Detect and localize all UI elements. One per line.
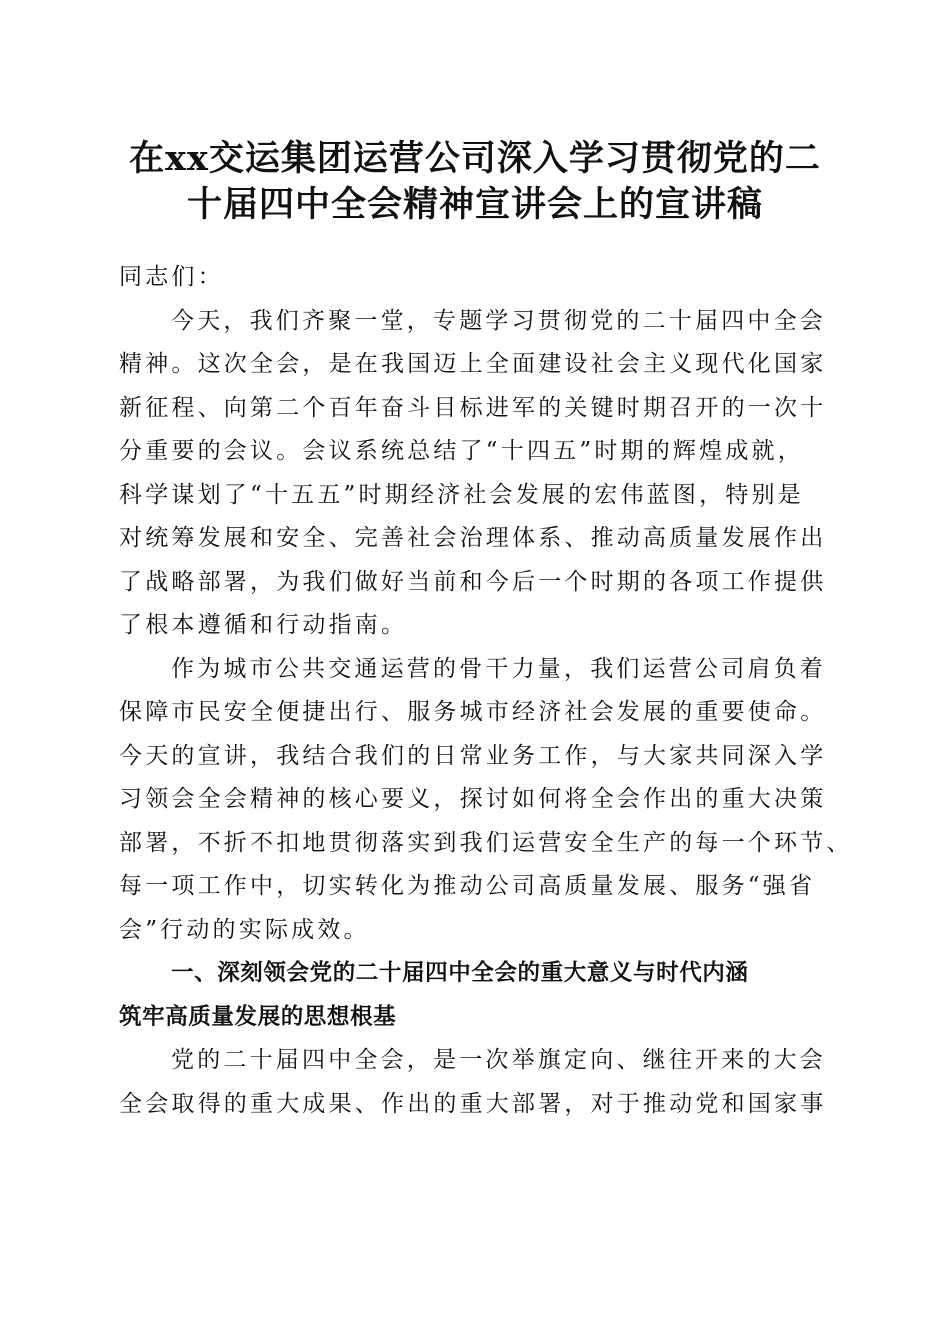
paragraph-line: 分重要的会议。会议系统总结了“十四五”时期的辉煌成就， <box>119 438 804 464</box>
document-body <box>119 256 853 1126</box>
document-title <box>100 136 850 228</box>
paragraph-line: 保障市民安全便捷出行、服务城市经济社会发展的重要使命。 <box>119 699 827 725</box>
paragraph-line: 全会取得的重大成果、作出的重大部署，对于推动党和国家事 <box>119 1090 827 1117</box>
paragraph-line: 新征程、向第二个百年奋斗目标进军的关键时期召开的一次十 <box>119 394 827 421</box>
paragraph-line: 今天的宣讲，我结合我们的日常业务工作，与大家共同深入学 <box>119 742 827 769</box>
paragraph-line: 了战略部署，为我们做好当前和今后一个时期的各项工作提供 <box>119 568 827 595</box>
title-line-1: 在xx交运集团运营公司深入学习贯彻党的二 <box>129 138 821 179</box>
paragraph-line: 部署，不折不扣地贯彻落实到我们运营安全生产的每一个环节、 <box>119 829 853 856</box>
paragraph-line: 科学谋划了“十五五”时期经济社会发展的宏伟蓝图，特别是 <box>119 481 804 508</box>
paragraph-line: 对统筹发展和安全、完善社会治理体系、推动高质量发展作出 <box>119 525 827 551</box>
paragraph-2 <box>119 648 853 953</box>
title-line-2: 十届四中全会精神宣讲会上的宣讲稿 <box>186 184 763 225</box>
paragraph-line: 精神。这次全会，是在我国迈上全面建设社会主义现代化国家 <box>119 351 827 377</box>
paragraph-line: 习领会全会精神的核心要义，探讨如何将全会作出的重大决策 <box>119 786 827 812</box>
paragraph-line: 会”行动的实际成效。 <box>119 916 370 943</box>
paragraph-line: 了根本遵循和行动指南。 <box>119 612 408 638</box>
heading-line: 筑牢高质量发展的思想根基 <box>119 1003 397 1030</box>
paragraph-line: 作为城市公共交通运营的骨干力量，我们运营公司肩负着 <box>171 655 826 682</box>
paragraph-line: 党的二十届四中全会，是一次举旗定向、继往开来的大会 <box>171 1047 826 1073</box>
section-heading-1 <box>119 952 831 1039</box>
paragraph-line: 每一项工作中，切实转化为推动公司高质量发展、服务“强省 <box>119 873 816 899</box>
salutation: 同志们： <box>119 264 224 290</box>
paragraph-1 <box>119 300 831 648</box>
heading-line: 一、深刻领会党的二十届四中全会的重大意义与时代内涵 <box>171 960 749 986</box>
paragraph-line: 今天，我们齐聚一堂，专题学习贯彻党的二十届四中全会 <box>171 307 826 334</box>
paragraph-3 <box>119 1039 831 1126</box>
